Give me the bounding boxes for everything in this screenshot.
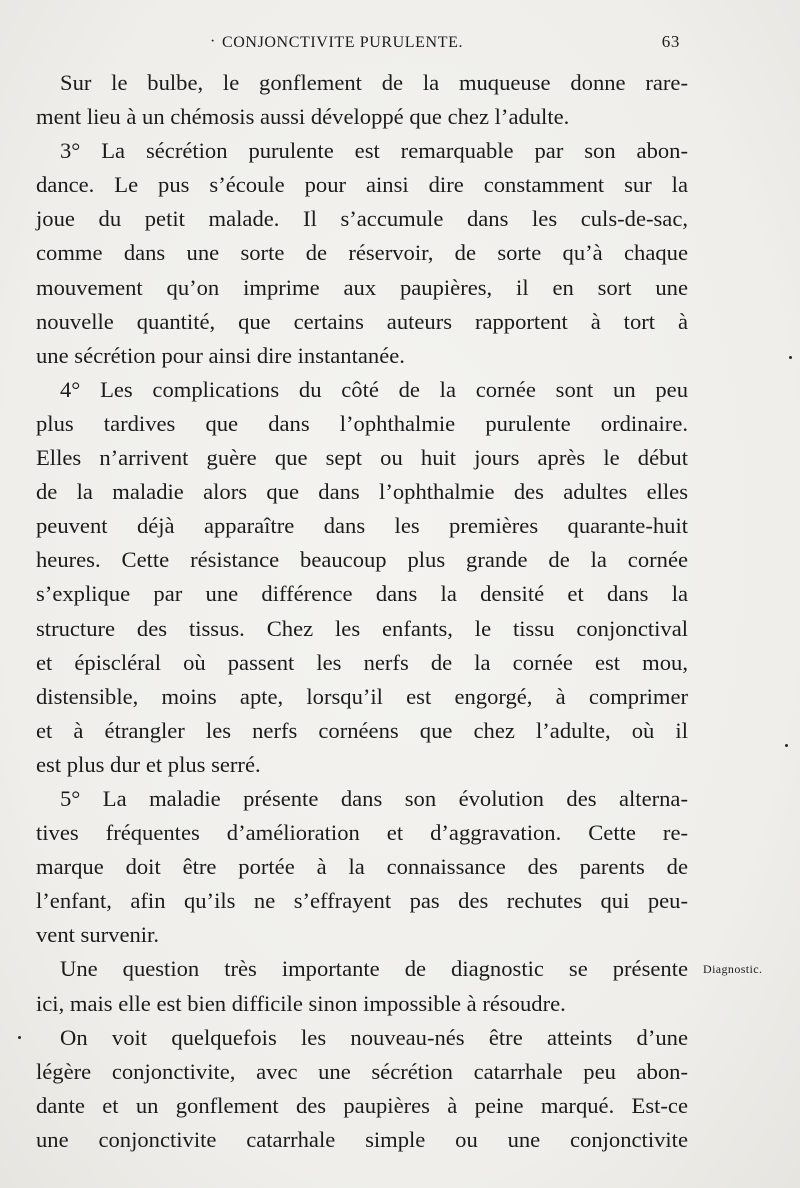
text-line: On voit quelquefois les nouveau-nés être atteints d’une bbox=[60, 1024, 688, 1050]
text-line: peuvent déjà apparaître dans les premières quarante-huit bbox=[36, 513, 688, 539]
text-line: Une question très importante de diagnostic se présente bbox=[60, 956, 688, 982]
text-line: et épiscléral où passent les nerfs de la cornée est mou, bbox=[36, 649, 688, 675]
body-text bbox=[36, 66, 688, 1157]
text-line: 4° Les complications du côté de la cornée sont un peu bbox=[60, 376, 688, 402]
text-line: de la maladie alors que dans l’ophthalmie des adultes elles bbox=[36, 479, 688, 505]
ink-speck bbox=[785, 744, 788, 747]
text-line: Sur le bulbe, le gonflement de la muqueuse donne rare- bbox=[60, 70, 688, 95]
text-line: s’explique par une différence dans la densité et dans la bbox=[36, 581, 688, 607]
text-line: heures. Cette résistance beaucoup plus grande de la cornée bbox=[36, 547, 688, 573]
text-line: plus tardives que dans l’ophthalmie purulente ordinaire. bbox=[36, 410, 688, 436]
ink-speck bbox=[789, 356, 792, 359]
running-title: · CONJONCTIVITE PURULENTE. bbox=[222, 34, 463, 52]
text-line: l’enfant, afin qu’ils ne s’effrayent pas des rechutes qui peu- bbox=[36, 888, 688, 914]
text-line: est plus dur et plus serré. bbox=[36, 751, 261, 777]
text-line: marque doit être portée à la connaissance des parents de bbox=[36, 854, 688, 880]
text-line: légère conjonctivite, avec une sécrétion catarrhale peu abon- bbox=[36, 1058, 688, 1084]
running-head bbox=[36, 30, 686, 56]
text-line: ment lieu à un chémosis aussi développé que chez l’adulte. bbox=[36, 104, 570, 130]
text-line: une sécrétion pour ainsi dire instantanée. bbox=[36, 342, 405, 368]
text-line: structure des tissus. Chez les enfants, le tissu conjonctival bbox=[36, 615, 688, 641]
text-line: une conjonctivite catarrhale simple ou une conjonctivite bbox=[36, 1126, 688, 1152]
text-line: dante et un gonflement des paupières à peine marqué. Est-ce bbox=[36, 1092, 688, 1118]
text-line: ici, mais elle est bien difficile sinon impossible à résoudre. bbox=[36, 990, 566, 1016]
page-number: 63 bbox=[661, 32, 680, 51]
text-line: comme dans une sorte de réservoir, de sorte qu’à chaque bbox=[36, 240, 688, 266]
text-line: 3° La sécrétion purulente est remarquable par son abon- bbox=[60, 138, 688, 164]
text-line: mouvement qu’on imprime aux paupières, il en sort une bbox=[36, 274, 688, 300]
text-line: Elles n’arrivent guère que sept ou huit jours après le début bbox=[36, 445, 688, 471]
text-line: joue du petit malade. Il s’accumule dans les culs-de-sac, bbox=[36, 206, 688, 232]
text-line: vent survenir. bbox=[36, 922, 159, 948]
margin-note: Diagnostic. bbox=[703, 962, 763, 976]
ink-speck bbox=[18, 1036, 21, 1039]
text-line: nouvelle quantité, que certains auteurs rapportent à tort à bbox=[36, 308, 688, 334]
text-line: dance. Le pus s’écoule pour ainsi dire constamment sur la bbox=[36, 172, 688, 198]
text-line: 5° La maladie présente dans son évolution des alterna- bbox=[60, 785, 688, 811]
text-line: distensible, moins apte, lorsqu’il est engorgé, à comprimer bbox=[36, 683, 688, 709]
text-line: et à étrangler les nerfs cornéens que chez l’adulte, où il bbox=[36, 717, 688, 743]
text-line: tives fréquentes d’amélioration et d’aggravation. Cette re- bbox=[36, 820, 688, 846]
